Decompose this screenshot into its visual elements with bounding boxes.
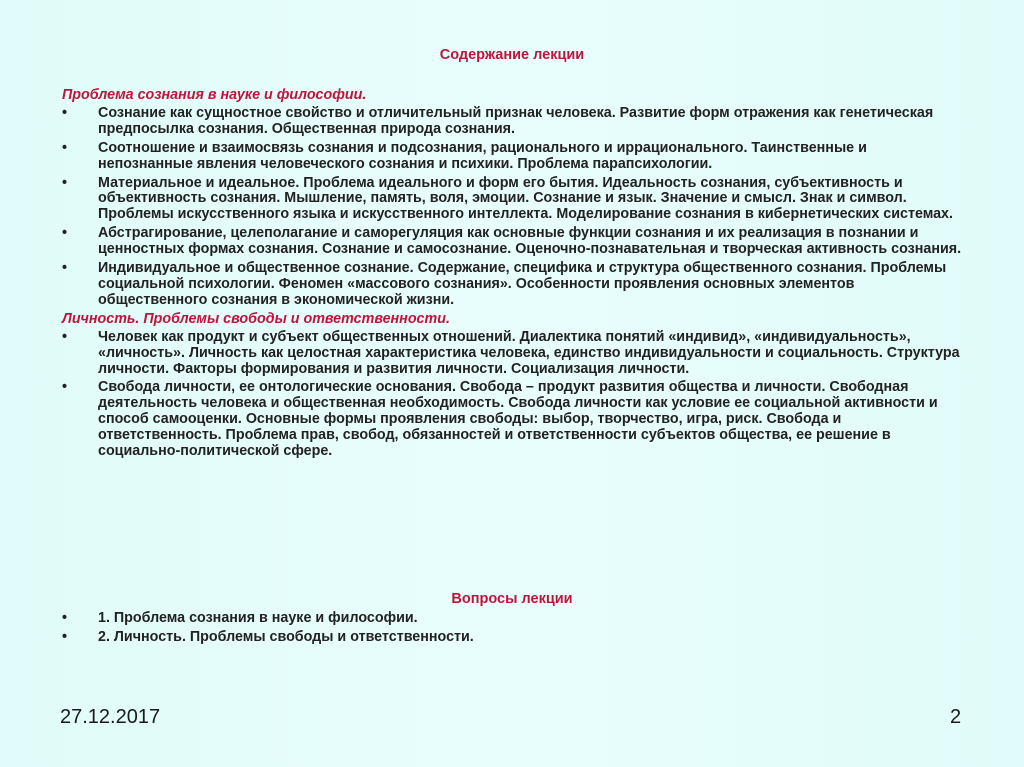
list-item: • Материальное и идеальное. Проблема идеального и форм его бытия. Идеальность сознания, субъективность и объективность сознания. Мышление, память, воля, эмоции. Сознание и язык. Значение и смысл. Знак и символ. Проблемы искусственного языка и искусственного интеллекта. Моделирование сознания в кибернетических системах. — [62, 174, 953, 223]
bullet-icon: • — [62, 104, 68, 121]
questions-list — [62, 610, 962, 645]
section-title-consciousness: Проблема сознания в науке и философии. — [62, 87, 367, 103]
bullet-icon: • — [62, 328, 68, 345]
section-title-personality: Личность. Проблемы свободы и ответственности. — [62, 310, 450, 327]
bullet-icon: • — [62, 225, 68, 242]
list-item: • Человек как продукт и субъект общественных отношений. Диалектика понятий «индивид», «индивидуальность», «личность». Личность как целостная характеристика человека, единство индивидуальности и социальность. Структура личности. Факторы формирования и развития личности. Социализация личности. — [62, 328, 960, 377]
questions-heading: Вопросы лекции — [451, 591, 573, 607]
bullet-icon: • — [62, 139, 68, 156]
list-item: • Индивидуальное и общественное сознание. Содержание, специфика и структура общественного сознания. Проблемы социальной психологии. Феномен «массового сознания». Особенности проявления основных элементов общественного сознания в экономической жизни. — [62, 260, 947, 308]
question-item: • 2. Личность. Проблемы свободы и ответственности. — [62, 629, 474, 645]
bullet-icon: • — [62, 379, 68, 396]
bullet-icon: • — [62, 260, 68, 277]
page-number: 2 — [950, 706, 962, 728]
section1-list — [62, 106, 962, 309]
bullet-icon: • — [62, 174, 68, 191]
footer-date: 27.12.2017 — [60, 706, 161, 728]
bullet-icon: • — [62, 610, 68, 626]
bullet-icon: • — [62, 629, 68, 645]
lecture-questions — [62, 610, 962, 648]
list-item: • Абстрагирование, целеполагание и саморегуляция как основные функции сознания и их реализация в познании и ценностных формах сознания. Сознание и самосознание. Оценочно-познавательная и творческая активность сознания. — [62, 225, 962, 258]
question-item: • 1. Проблема сознания в науке и философии. — [62, 610, 418, 626]
lecture-content — [62, 88, 962, 463]
list-item: • Соотношение и взаимосвязь сознания и подсознания, рационального и иррационального. Таинственные и непознанные явления человеческого сознания и психики. Проблема парапсихологии. — [62, 139, 867, 172]
list-item: • Свобода личности, ее онтологические основания. Свобода – продукт развития общества и личности. Свободная деятельность человека и общественная необходимость. Свобода личности как условие ее социальной активности и способ самооценки. Основные формы проявления свободы: выбор, творчество, игра, риск. Свобода и ответственность. Проблема прав, свобод, обязанностей и ответственности субъектов общества, ее решение в социально-политической сфере. — [62, 379, 938, 460]
list-item: • Сознание как сущностное свойство и отличительный признак человека. Развитие форм отражения как генетическая предпосылка сознания. Общественная природа сознания. — [62, 104, 934, 137]
content-heading: Содержание лекции — [439, 47, 585, 63]
section2-list — [62, 330, 962, 460]
